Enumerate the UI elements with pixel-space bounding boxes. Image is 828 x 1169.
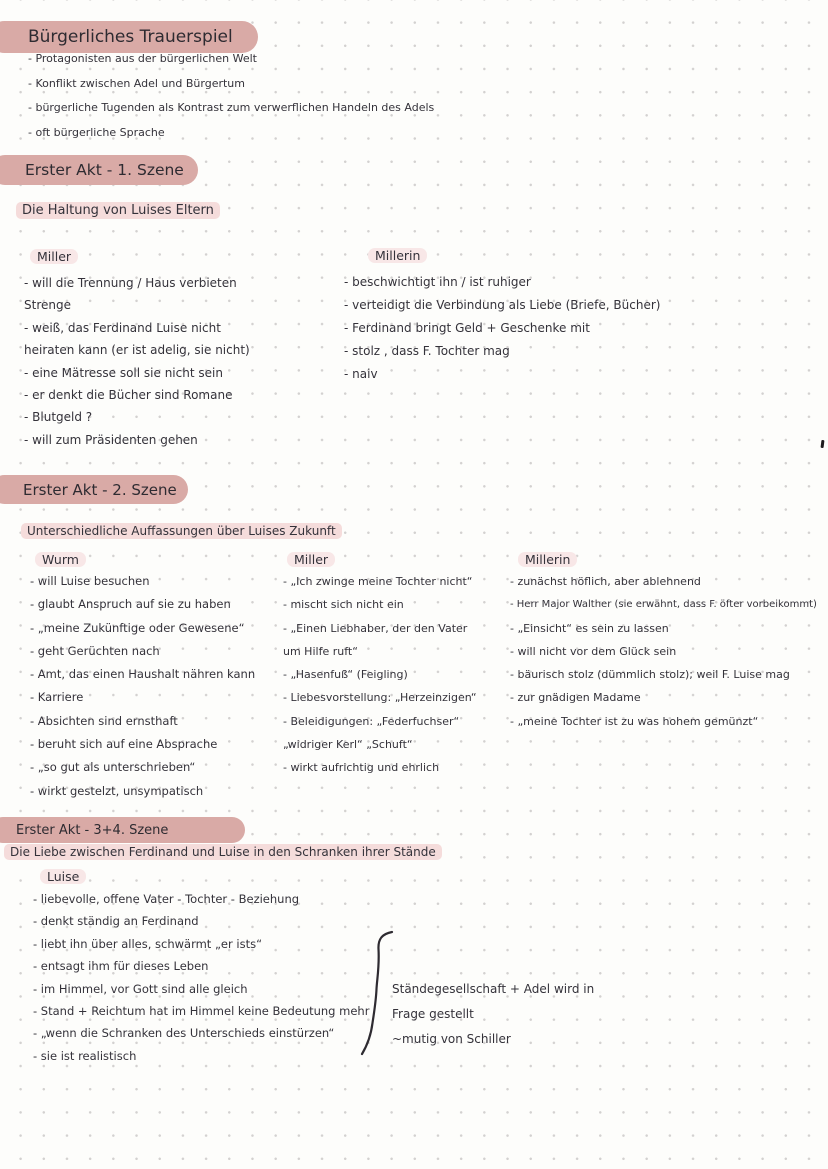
column-millerin bbox=[344, 245, 661, 381]
note-line: Strenge bbox=[24, 298, 71, 313]
section-heading-akt1-szene3-4 bbox=[0, 817, 245, 843]
note-line: - wirkt gestelzt, unsympatisch bbox=[30, 783, 204, 798]
brace-icon bbox=[360, 928, 394, 1058]
column-label: Miller bbox=[30, 249, 78, 264]
pen-mark bbox=[821, 440, 825, 448]
note-line: - Stand + Reichtum hat im Himmel keine Bedeutung mehr bbox=[33, 1004, 370, 1019]
note-line: - Ferdinand bringt Geld + Geschenke mit bbox=[344, 321, 590, 335]
note-line: - verteidigt die Verbindung als Liebe (Briefe, Bücher) bbox=[344, 298, 661, 312]
note-line: - Beleidigungen: „Federfuchser“ bbox=[283, 714, 460, 728]
column-millerin bbox=[510, 549, 817, 728]
column-luise bbox=[33, 866, 370, 1063]
note-line: - „wenn die Schranken des Unterschieds einstürzen“ bbox=[33, 1026, 335, 1041]
note-line: - sie ist realistisch bbox=[33, 1048, 137, 1063]
note-line: - beruht sich auf eine Absprache bbox=[30, 737, 218, 752]
note-line: - liebevolle, offene Vater - Tochter - Beziehung bbox=[33, 892, 300, 906]
note-line: - beschwichtigt ihn / ist ruhiger bbox=[344, 275, 531, 289]
column-lines bbox=[510, 570, 817, 733]
column-lines bbox=[344, 271, 660, 386]
note-line: - will nicht vor dem Glück sein bbox=[510, 644, 677, 658]
column-lines bbox=[33, 888, 369, 1067]
note-line: - Protagonisten aus der bürgerlichen Welt bbox=[28, 52, 257, 65]
note-line: - „Einsicht“ es sein zu lassen bbox=[510, 621, 669, 635]
note-line: - naiv bbox=[344, 367, 378, 381]
column-label: Wurm bbox=[35, 552, 86, 567]
column-lines bbox=[30, 570, 255, 803]
column-miller bbox=[283, 549, 477, 775]
column-label: Miller bbox=[287, 552, 335, 567]
note-line: - im Himmel, vor Gott sind alle gleich bbox=[33, 981, 248, 996]
note-line: - wirkt aufrichtig und ehrlich bbox=[283, 761, 440, 775]
note-line: heiraten kann (er ist adelig, sie nicht) bbox=[24, 343, 250, 358]
note-line: - „so gut als unterschrieben“ bbox=[30, 760, 196, 775]
note-line: - zur gnädigen Madame bbox=[510, 691, 641, 705]
column-label: Millerin bbox=[518, 552, 577, 567]
annotation-line: Frage gestellt bbox=[392, 1007, 474, 1021]
note-line: - denkt ständig an Ferdinand bbox=[33, 914, 199, 929]
note-line: - bäurisch stolz (dümmlich stolz); weil F. Luise mag bbox=[510, 668, 790, 682]
column-label: Millerin bbox=[368, 248, 427, 263]
column-miller bbox=[24, 246, 250, 447]
note-line: - Karriere bbox=[30, 690, 84, 705]
subsection-title: Unterschiedliche Auffassungen über Luises Zukunft bbox=[21, 524, 342, 538]
note-line: - er denkt die Bücher sind Romane bbox=[24, 388, 233, 403]
note-line: - entsagt ihm für dieses Leben bbox=[33, 959, 209, 974]
note-line: - will die Trennung / Haus verbieten bbox=[24, 276, 237, 290]
note-line: - Liebesvorstellung: „Herzeinzigen“ bbox=[283, 691, 477, 705]
note-line: - Blutgeld ? bbox=[24, 410, 93, 425]
annotation-line: ~mutig von Schiller bbox=[392, 1032, 511, 1046]
section-heading-akt1-szene2 bbox=[0, 475, 188, 504]
column-label: Luise bbox=[40, 869, 86, 884]
note-line: - „Einen Liebhaber, der den Vater bbox=[283, 621, 468, 635]
note-line: - stolz , dass F. Tochter mag bbox=[344, 344, 510, 358]
heading-text: Erster Akt - 3+4. Szene bbox=[16, 822, 169, 838]
column-lines bbox=[283, 570, 477, 780]
column-wurm bbox=[30, 549, 256, 798]
section-heading-akt1-szene1 bbox=[0, 155, 198, 185]
heading-text: Erster Akt - 2. Szene bbox=[23, 480, 177, 499]
note-line: - Konflikt zwischen Adel und Bürgertum bbox=[28, 76, 245, 90]
heading-text: Erster Akt - 1. Szene bbox=[25, 161, 184, 179]
note-line: - „Ich zwinge meine Tochter nicht“ bbox=[283, 575, 473, 588]
note-line: - glaubt Anspruch auf sie zu haben bbox=[30, 597, 231, 612]
annotation-line: Ständegesellschaft + Adel wird in bbox=[392, 982, 595, 996]
bullet-list bbox=[28, 47, 434, 146]
note-line: - will Luise besuchen bbox=[30, 574, 150, 588]
note-line: - will zum Präsidenten gehen bbox=[24, 432, 198, 447]
note-line: um Hilfe ruft“ bbox=[283, 644, 358, 658]
margin-annotation bbox=[392, 977, 594, 1052]
note-line: - „meine Tochter ist zu was hohem gemünzt“ bbox=[510, 714, 759, 728]
note-line: - Absichten sind ernsthaft bbox=[30, 713, 178, 728]
note-line: - Herr Major Walther (sie erwähnt, dass F. öfter vorbeikommt) bbox=[510, 599, 817, 611]
note-line: - zunächst höflich, aber ablehnend bbox=[510, 575, 701, 588]
note-line: - liebt ihn über alles, schwärmt „er ists“ bbox=[33, 936, 263, 951]
note-line: - geht Gerüchten nach bbox=[30, 643, 160, 658]
note-line: - eine Mätresse soll sie nicht sein bbox=[24, 365, 223, 380]
subsection-title: Die Liebe zwischen Ferdinand und Luise in den Schranken ihrer Stände bbox=[4, 845, 442, 859]
note-line: - weiß, das Ferdinand Luise nicht bbox=[24, 320, 221, 335]
subsection-title: Die Haltung von Luises Eltern bbox=[16, 203, 220, 218]
note-line: - Amt, das einen Haushalt nähren kann bbox=[30, 667, 256, 682]
note-line: - oft bürgerliche Sprache bbox=[28, 126, 165, 140]
note-line: - „Hasenfuß“ (Feigling) bbox=[283, 668, 408, 682]
column-lines bbox=[24, 272, 250, 451]
note-line: - mischt sich nicht ein bbox=[283, 598, 404, 612]
note-line: „widriger Kerl“ „Schuft“ bbox=[283, 738, 413, 752]
heading-text: Bürgerliches Trauerspiel bbox=[28, 27, 233, 47]
note-line: - „meine Zukünftige oder Gewesene“ bbox=[30, 620, 245, 635]
note-line: - bürgerliche Tugenden als Kontrast zum verwerflichen Handeln des Adels bbox=[28, 101, 435, 115]
